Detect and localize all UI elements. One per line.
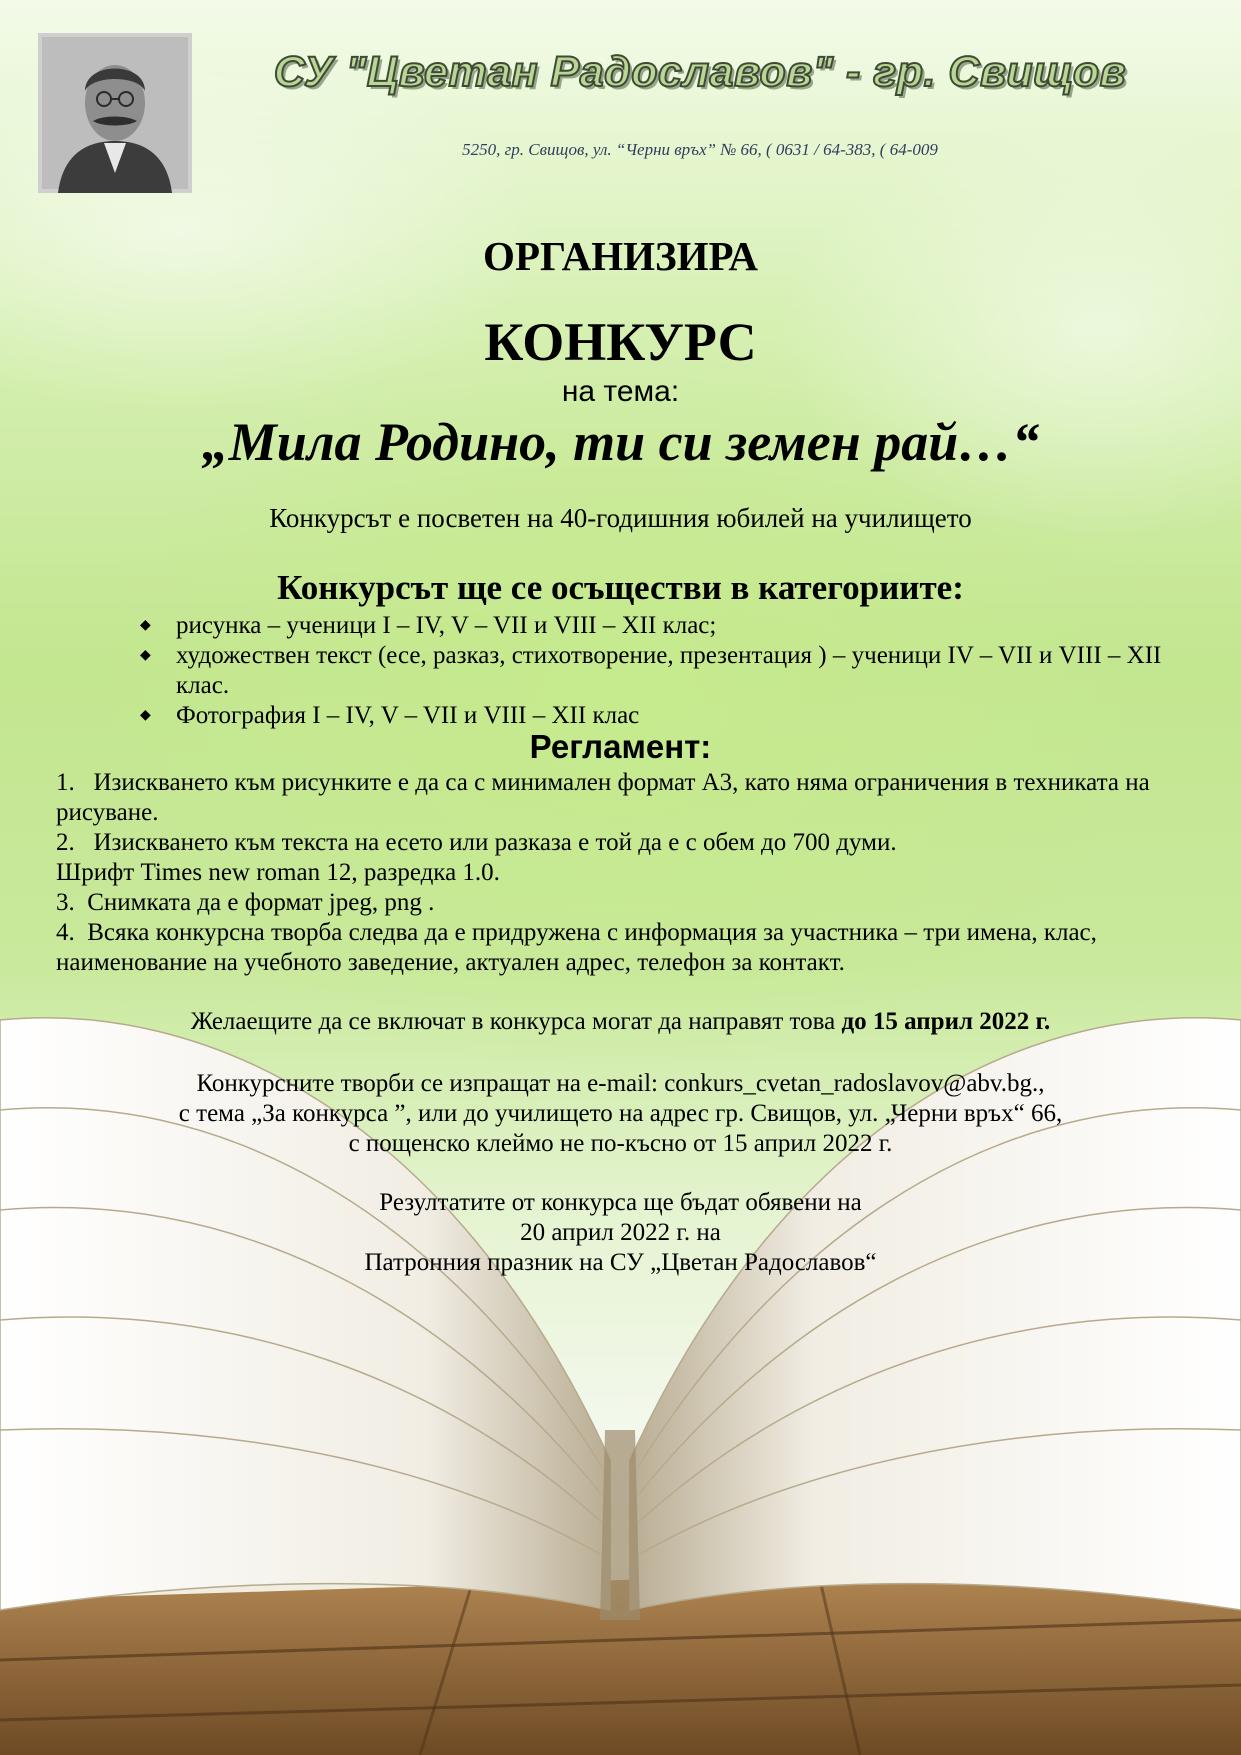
submission-line: с тема „За конкурса ”, или до училището на адрес гр. Свищов, ул. „Черни връх“ 66, [178, 1100, 1063, 1127]
school-name: СУ "Цветан Радославов" - гр. Свищов [273, 48, 1127, 96]
regulation-line: 3. Снимката да е формат jpeg, png . [56, 889, 435, 916]
categories-heading: Конкурсът ще се осъществи в категориите: [277, 568, 964, 607]
regulation-line: 2. Изискването към текста на есето или разказа е той да е с обем до 700 думи. [56, 829, 897, 856]
organizes-heading: ОРГАНИЗИРА [483, 233, 758, 279]
deadline-date: до 15 април 2022 г. [841, 1008, 1051, 1035]
deadline-text: Желаещите да се включат в конкурса могат да направят това [190, 1008, 842, 1035]
list-item [140, 701, 1180, 731]
deadline-paragraph [0, 1008, 1241, 1036]
portrait-photo [38, 33, 192, 193]
results-line: Резултатите от конкурса ще бъдат обявени на [379, 1189, 862, 1216]
submission-paragraph [0, 1069, 1241, 1159]
category-text: Фотография I – IV, V – VII и VIII – XII клас [176, 702, 640, 729]
list-item [140, 611, 1180, 641]
dedication-text: Конкурсът е посветен на 40-годишния юбилей на училището [269, 503, 972, 533]
contest-theme: „Мила Родино, ти си земен рай…“ [201, 412, 1040, 472]
submission-line: с пощенско клеймо не по-късно от 15 април 2022 г. [348, 1130, 893, 1157]
category-text: рисунка – ученици I – IV, V – VII и VIII – XII клас; [176, 612, 717, 639]
regulations-heading: Регламент: [529, 728, 712, 765]
submission-line: Конкурсните творби се изпращат на e-mail: conkurs_cvetan_radoslavov@abv.bg., [196, 1070, 1045, 1097]
results-paragraph [0, 1188, 1241, 1278]
regulation-line: 4. Всяка конкурсна творба следва да е придружена с информация за участника – три имена, клас, наименование на учебното заведение, актуален адрес, телефон за контакт. [56, 919, 1104, 976]
list-item [140, 641, 1180, 701]
results-line: 20 април 2022 г. на [520, 1219, 721, 1246]
results-line: Патронния празник на СУ „Цветан Радославов“ [364, 1249, 877, 1276]
regulation-line: 1. Изискването към рисунките е да са с минимален формат А3, като няма ограничения в техниката на рисуване. [56, 769, 1156, 826]
book-spine [600, 1430, 640, 1620]
regulations-list [56, 768, 1206, 978]
regulation-line: Шрифт Times new roman 12, разредка 1.0. [56, 859, 500, 886]
bullet-icon: ◆ [140, 708, 151, 723]
bullet-icon: ◆ [140, 648, 151, 663]
contest-heading: КОНКУРС [484, 312, 757, 372]
bullet-icon: ◆ [140, 618, 151, 633]
school-address: 5250, гр. Свищов, ул. “Черни връх” № 66, ( 0631 / 64-383, ( 64-009 [462, 140, 938, 159]
categories-list [140, 611, 1180, 731]
category-text: художествен текст (есе, разказ, стихотворение, презентация ) – ученици IV – VII и VIII – XII клас. [176, 642, 1162, 699]
on-theme-label: на тема: [561, 375, 680, 408]
